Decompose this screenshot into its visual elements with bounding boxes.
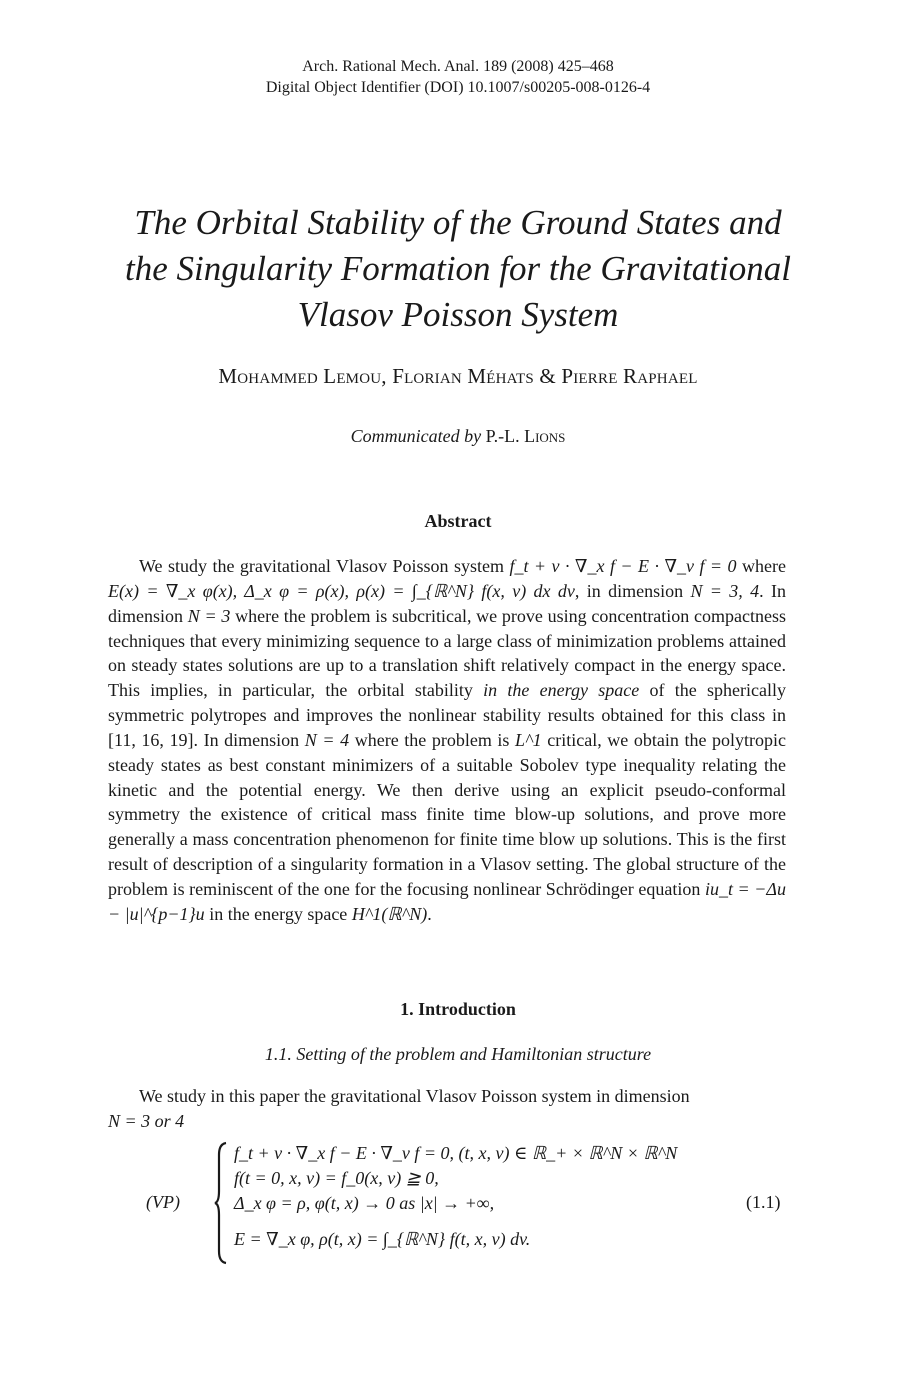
- equation-transport: f_t + v · ∇_x f − E · ∇_v f = 0, (t, x, v) ∈ ℝ_+ × ℝ^N × ℝ^N: [234, 1143, 678, 1163]
- section-heading-introduction: 1. Introduction: [400, 999, 516, 1019]
- abstract-text: where the problem is: [349, 729, 516, 750]
- title-line-3: Vlasov Poisson System: [297, 295, 619, 334]
- formula-n3: N = 3: [187, 605, 231, 626]
- communicated-by: [0, 426, 916, 447]
- abstract-text: , in dimension: [574, 580, 691, 601]
- formula-l1: L^1: [515, 729, 542, 750]
- subsection-heading: 1.1. Setting of the problem and Hamiltonian structure: [264, 1044, 652, 1064]
- abstract-text: .: [427, 903, 432, 924]
- abstract-paragraph: [108, 554, 786, 927]
- doi-line: Digital Object Identifier (DOI) 10.1007/s00205-008-0126-4: [265, 79, 651, 96]
- abstract-text: We study the gravitational Vlasov Poisson system: [139, 556, 510, 576]
- abstract-heading: Abstract: [424, 511, 492, 531]
- formula-n4: N = 4: [304, 729, 350, 750]
- abstract-body: [108, 554, 786, 927]
- abstract-emphasis: in the energy space: [483, 680, 640, 701]
- formula-dimension: N = 3, 4: [690, 580, 760, 601]
- abstract-text: where: [736, 556, 786, 576]
- journal-citation: Arch. Rational Mech. Anal. 189 (2008) 425–468: [302, 58, 614, 75]
- equation-density: E = ∇_x φ, ρ(t, x) = ∫_{ℝ^N} f(t, x, v) dv.: [234, 1229, 531, 1249]
- abstract-text: in the energy space: [204, 903, 352, 924]
- author-list: Mohammed Lemou, Florian Méhats & Pierre Raphael: [218, 364, 698, 388]
- abstract-text: . In dimension: [108, 580, 787, 626]
- system-label: (VP): [146, 1192, 180, 1212]
- communicated-prefix: Communicated by: [350, 426, 482, 446]
- formula-nls: iu_t = −Δu − |u|^{p−1}u: [108, 878, 786, 924]
- formula-h1: H^1(ℝ^N): [351, 903, 428, 924]
- vlasov-poisson-system: [234, 1141, 677, 1262]
- communicator-name: P.-L. Lions: [485, 426, 566, 446]
- intro-paragraph: [108, 1084, 786, 1133]
- paper-title: [80, 200, 836, 338]
- abstract-text: critical, we obtain the polytropic steady states as best constant minimizers of a suitable Sobolev type inequality relating the kinetic and the potential energy. We then derive using an explicit pseudo-conformal symmetry the existence of critical mass finite time blow-up solutions, and prove more generally a mass concentration phenomenon for finite time blow up solutions. This is the first result of description of a singularity formation in a Vlasov setting. The global structure of the problem is reminiscent of the one for the focusing nonlinear Schrödinger equation: [108, 729, 787, 899]
- equation-number: (1.1): [746, 1192, 781, 1212]
- equation-poisson: Δ_x φ = ρ, φ(t, x) → 0 as |x| → +∞,: [234, 1193, 495, 1213]
- title-line-2: the Singularity Formation for the Gravitational: [125, 249, 791, 288]
- formula-field: E(x) = ∇_x φ(x), Δ_x φ = ρ(x), ρ(x) = ∫_{ℝ^N} f(x, v) dx dv: [108, 580, 575, 601]
- left-brace: [214, 1141, 228, 1265]
- journal-header: [0, 56, 916, 98]
- intro-line: We study in this paper the gravitational Vlasov Poisson system in dimension: [139, 1086, 690, 1106]
- intro-dimension: N = 3 or 4: [108, 1110, 185, 1131]
- equation-initial-data: f(t = 0, x, v) = f_0(x, v) ≧ 0,: [234, 1168, 439, 1188]
- formula-vlasov: f_t + v · ∇_x f − E · ∇_v f = 0: [509, 556, 737, 576]
- title-line-1: The Orbital Stability of the Ground States and: [134, 203, 782, 242]
- abstract-text: of the spherically symmetric polytropes and improves the nonlinear stability results obtained for this class in [11, 16, 19]. In dimension: [108, 680, 787, 750]
- abstract-text: where the problem is subcritical, we prove using concentration compactness techniques that every minimizing sequence to a large class of minimization problems attained on steady states solutions are up to a translation shift relatively compact in the energy space. This implies, in particular, the orbital stability: [108, 605, 787, 701]
